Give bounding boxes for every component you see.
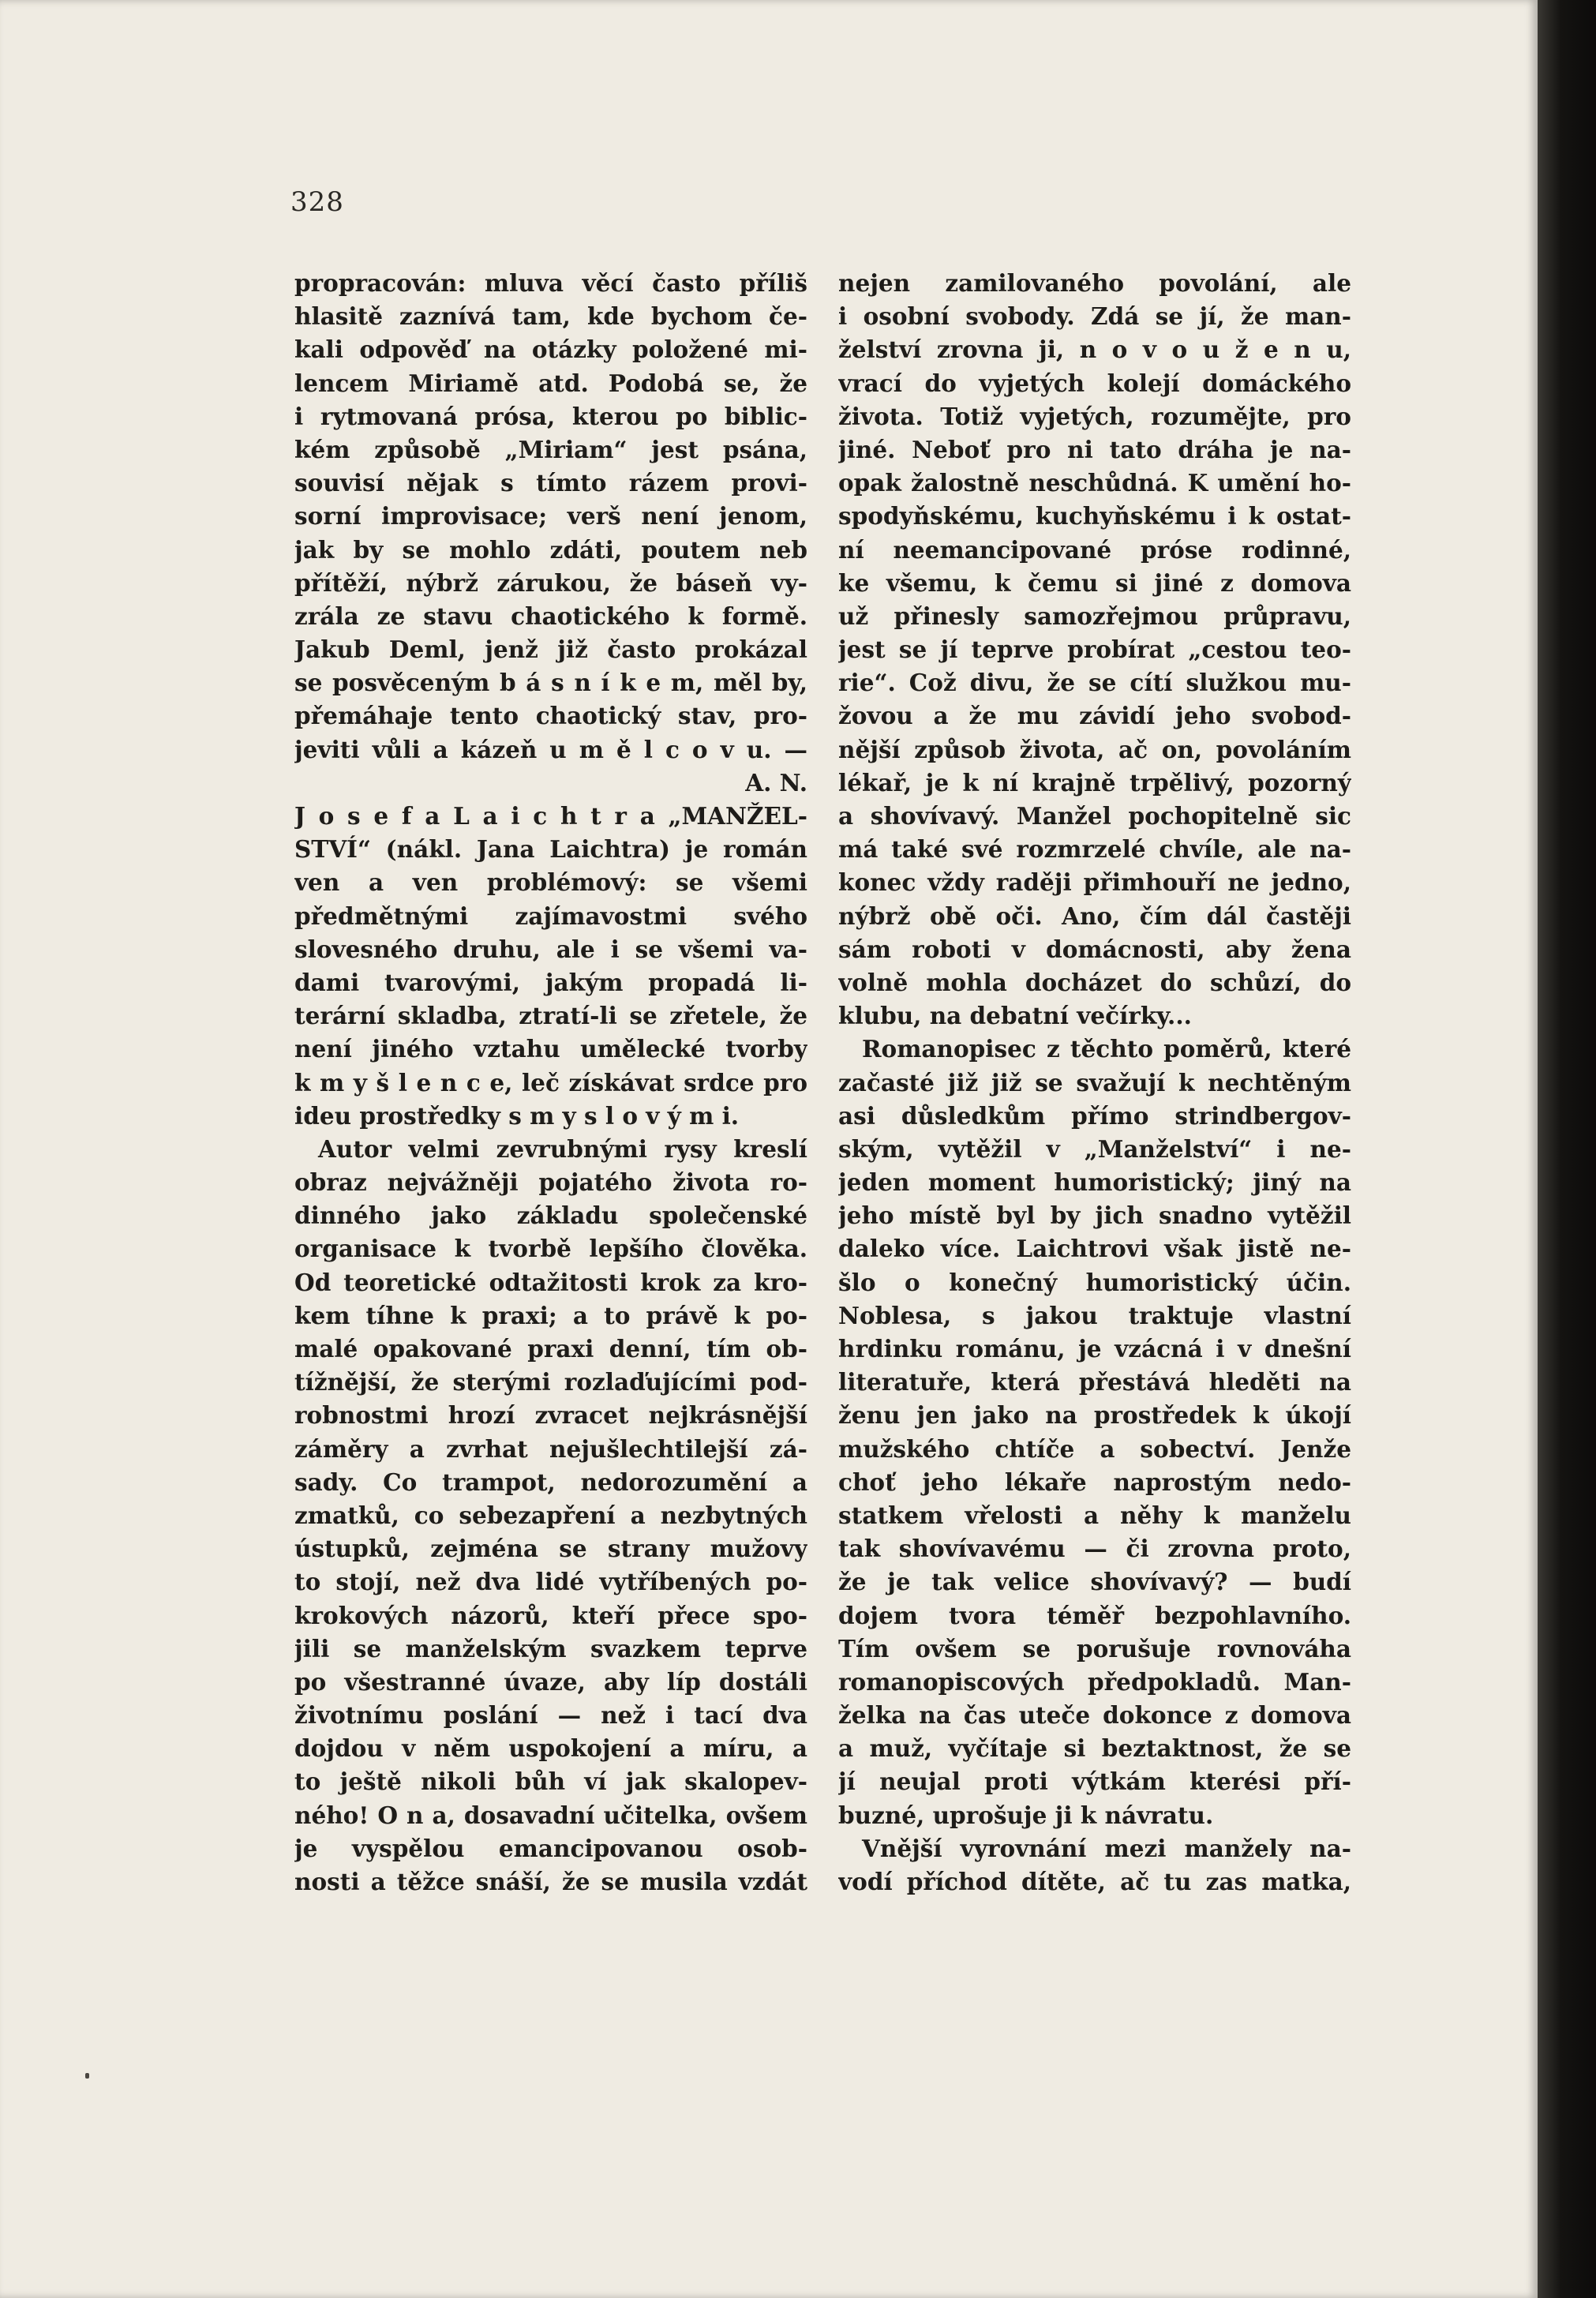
text-line: hlasitě zaznívá tam, kde bychom če- (294, 302, 807, 331)
text-line: Vnější vyrovnání mezi manžely na- (862, 1834, 1351, 1862)
text-line: ústupků, zejména se strany mužovy (294, 1535, 807, 1563)
text-line: jí neujal proti výtkám kterési pří- (838, 1768, 1351, 1796)
text-line: organisace k tvorbě lepšího člověka. (294, 1235, 807, 1263)
text-line: hrdinku románu, je vzácná i v dnešní (838, 1335, 1351, 1363)
text-line: Noblesa, s jakou traktuje vlastní (838, 1301, 1351, 1329)
text-line: konec vždy raději přimhouří ne jedno, (838, 868, 1351, 897)
text-line: tak shovívavému — či zrovna proto, (838, 1535, 1351, 1563)
text-line: ke všemu, k čemu si jiné z domova (838, 568, 1351, 597)
text-line: terární skladba, ztratí-li se zřetele, že (294, 1002, 807, 1030)
text-line: jest se jí teprve probírat „cestou teo- (838, 635, 1351, 664)
text-line: nější způsob života, ač on, povoláním (838, 735, 1351, 763)
text-line: zrála ze stavu chaotického k formě. (294, 602, 807, 630)
text-line: lékař, je k ní krajně trpělivý, pozorný (838, 768, 1351, 797)
text-line: životnímu poslání — než i tací dva (294, 1701, 807, 1730)
text-line: kali odpověď na otázky položené mi- (294, 336, 807, 364)
text-line: záměry a zvrhat nejušlechtilejší zá- (294, 1434, 807, 1463)
text-line: malé opakované praxi denní, tím ob- (294, 1335, 807, 1363)
text-line: a shovívavý. Manžel pochopitelně sic (838, 802, 1351, 830)
text-line: volně mohla docházet do schůzí, do (838, 968, 1351, 996)
text-line: sorní improvisace; verš není jenom, (294, 502, 807, 530)
text-line: dinného jako základu společenské (294, 1201, 807, 1230)
text-line: dami tvarovými, jakým propadá li- (294, 968, 807, 996)
text-line: opak žalostně neschůdná. K umění ho- (838, 469, 1351, 497)
text-line: dojem tvora téměř bezpohlavního. (838, 1601, 1351, 1629)
text-line: robnostmi hrozí zvracet nejkrásnější (294, 1401, 807, 1430)
text-line: dojdou v něm uspokojení a míru, a (294, 1734, 807, 1763)
text-line: sady. Co trampot, nedorozumění a (294, 1468, 807, 1496)
ink-speck (85, 2073, 89, 2079)
text-line: žovou a že mu závidí jeho svobod- (838, 702, 1351, 730)
text-line: ideu prostředky s m y s l o v ý m i. (294, 1101, 740, 1130)
text-line: A. N. (745, 768, 807, 797)
text-line: k m y š l e n c e, leč získávat srdce pro (294, 1068, 807, 1097)
text-line: želka na čas uteče dokonce z domova (838, 1701, 1351, 1730)
text-line: je vyspělou emancipovanou osob- (294, 1834, 807, 1862)
text-line: to ještě nikoli bůh ví jak skalopev- (294, 1768, 807, 1796)
text-line: choť jeho lékaře naprostým nedo- (838, 1468, 1351, 1496)
text-line: daleko více. Laichtrovi však jistě ne- (838, 1235, 1351, 1263)
text-line: kem tíhne k praxi; a to právě k po- (294, 1301, 807, 1329)
text-line: jeden moment humoristický; jiný na (838, 1168, 1351, 1197)
text-line: vodí příchod dítěte, ač tu zas matka, (838, 1868, 1351, 1895)
text-line: mužského chtíče a sobectví. Jenže (838, 1434, 1351, 1463)
text-line: života. Totiž vyjetých, rozumějte, pro (838, 402, 1351, 430)
text-line: statkem vřelosti a něhy k manželu (838, 1501, 1351, 1529)
text-line: J o s e f a L a i c h t r a „MANŽEL- (294, 802, 807, 830)
text-line: Jakub Deml, jenž již často prokázal (294, 635, 807, 664)
text-line: přítěží, nýbrž zárukou, že báseň vy- (294, 568, 807, 597)
text-line: ného! O n a, dosavadní učitelka, ovšem (294, 1801, 807, 1829)
text-line: jak by se mohlo zdáti, poutem neb (294, 535, 807, 564)
text-line: Romanopisec z těchto poměrů, které (862, 1035, 1351, 1063)
text-line: literatuře, která přestává hleděti na (838, 1368, 1351, 1396)
text-line: ní neemancipované próse rodinné, (838, 535, 1351, 564)
text-line: STVÍ“ (nákl. Jana Laichtra) je román (294, 835, 807, 864)
text-line: spodyňskému, kuchyňskému i k ostat- (838, 502, 1351, 530)
text-line: nosti a těžce snáší, že se musila vzdát (294, 1868, 807, 1895)
text-line: přemáhaje tento chaotický stav, pro- (294, 702, 807, 730)
text-line: začasté již již se svažují k nechtěným (838, 1068, 1351, 1097)
text-line: krokových názorů, kteří přece spo- (294, 1601, 807, 1629)
text-line: šlo o konečný humoristický účin. (838, 1268, 1351, 1296)
text-line: zmatků, co sebezapření a nezbytných (294, 1501, 807, 1529)
text-line: už přinesly samozřejmou průpravu, (838, 602, 1351, 630)
text-line: obraz nejvážněji pojatého života ro- (294, 1168, 807, 1197)
text-line: lencem Miriamě atd. Podobá se, že (294, 369, 807, 397)
text-line: Autor velmi zevrubnými rysy kreslí (318, 1134, 807, 1163)
text-line: ským, vytěžil v „Manželství“ i ne- (838, 1134, 1351, 1163)
text-line: kém způsobě „Miriam“ jest psána, (294, 435, 807, 463)
text-line: rie“. Což divu, že se cítí služkou mu- (838, 669, 1351, 697)
text-line: a muž, vyčítaje si beztaktnost, že se (838, 1734, 1351, 1763)
text-line: předmětnými zajímavostmi svého (294, 902, 807, 930)
text-line: Tím ovšem se porušuje rovnováha (838, 1634, 1351, 1663)
text-line: Od teoretické odtažitosti krok za kro- (294, 1268, 807, 1296)
text-line: jiné. Neboť pro ni tato dráha je na- (838, 435, 1351, 463)
text-line: jeviti vůli a kázeň u m ě l c o v u. — (294, 735, 807, 763)
text-line: asi důsledkům přímo strindbergov- (838, 1101, 1351, 1130)
text-line: se posvěceným b á s n í k e m, měl by, (294, 669, 807, 697)
text-column-right (838, 267, 1351, 1899)
text-line: propracován: mluva věcí často příliš (294, 269, 807, 297)
text-line: není jiného vztahu umělecké tvorby (294, 1035, 807, 1063)
text-line: že je tak velice shovívavý? — budí (838, 1568, 1351, 1596)
text-line: ven a ven problémový: se všemi (294, 868, 807, 897)
book-spine-shadow (1538, 0, 1596, 2298)
text-line: slovesného druhu, ale i se všemi va- (294, 935, 807, 963)
text-line: i osobní svobody. Zdá se jí, že man- (838, 302, 1351, 331)
text-line: nýbrž obě oči. Ano, čím dál častěji (838, 902, 1351, 930)
text-line: po všestranné úvaze, aby líp dostáli (294, 1667, 807, 1696)
text-line: romanopiscových předpokladů. Man- (838, 1667, 1351, 1696)
text-column-left (294, 267, 807, 1899)
text-line: i rytmovaná prósa, kterou po biblic- (294, 402, 807, 430)
text-line: buzné, uprošuje ji k návratu. (838, 1801, 1214, 1829)
page-number: 328 (290, 186, 344, 218)
text-line: to stojí, než dva lidé vytříbených po- (294, 1568, 807, 1596)
text-line: jili se manželským svazkem teprve (294, 1634, 807, 1663)
text-line: želství zrovna ji, n o v o u ž e n u, (838, 336, 1351, 364)
text-line: tížnější, že sterými rozlaďujícími pod- (294, 1368, 807, 1396)
text-line: ženu jen jako na prostředek k úkojí (838, 1401, 1351, 1430)
text-line: souvisí nějak s tímto rázem provi- (294, 469, 807, 497)
text-line: jeho místě byl by jich snadno vytěžil (838, 1201, 1351, 1230)
text-line: má také své rozmrzelé chvíle, ale na- (838, 835, 1351, 864)
text-line: nejen zamilovaného povolání, ale (838, 269, 1351, 297)
text-line: vrací do vyjetých kolejí domáckého (838, 369, 1351, 397)
text-line: klubu, na debatní večírky... (838, 1002, 1192, 1030)
text-line: sám roboti v domácnosti, aby žena (838, 935, 1351, 963)
